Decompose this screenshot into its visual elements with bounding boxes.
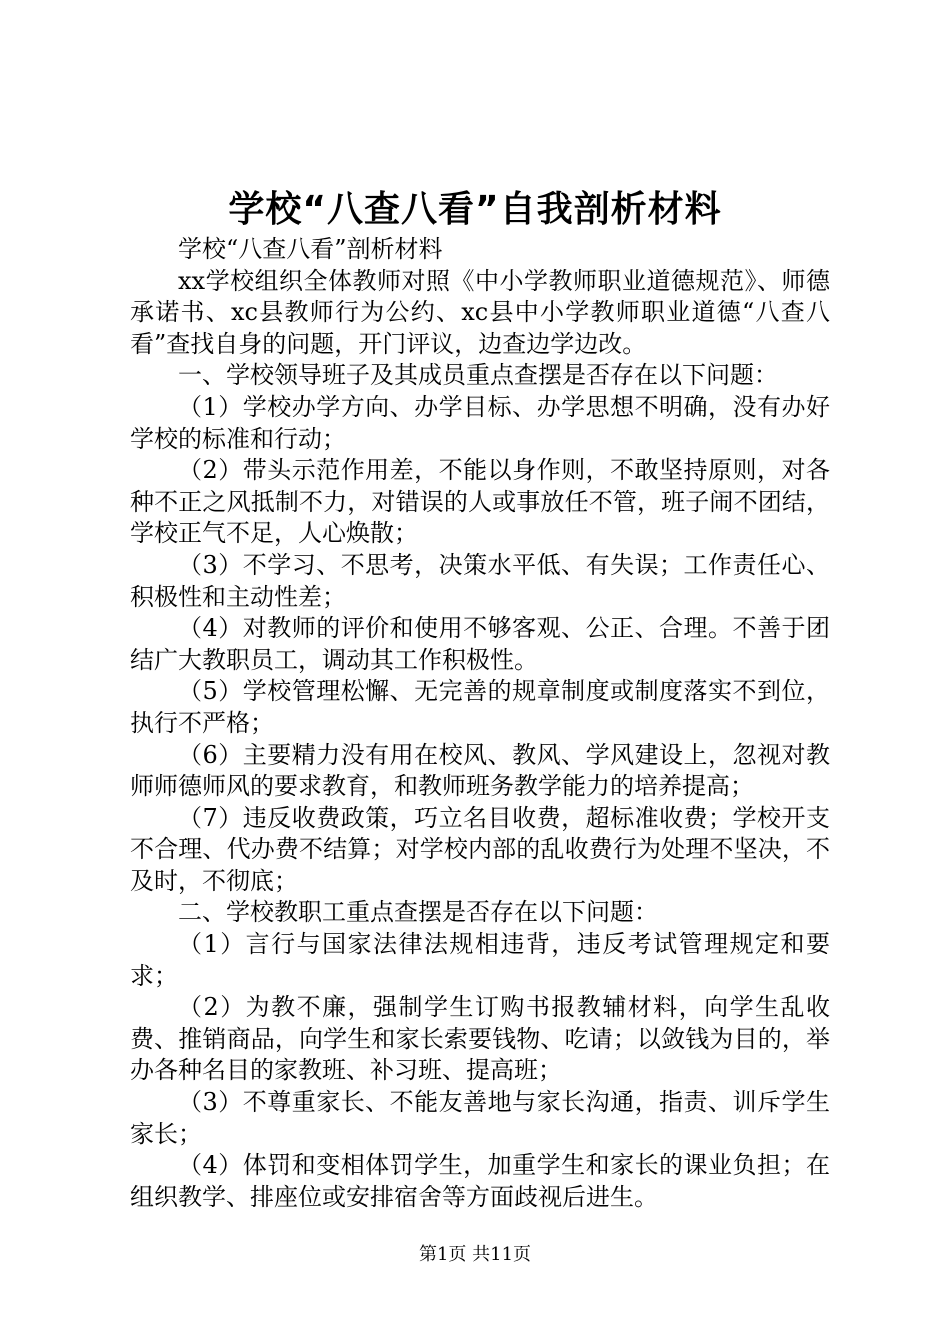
paragraph-item: （7）违反收费政策，巧立名目收费，超标准收费；学校开支不合理、代办费不结算；对学校内部的乱收费行为处理不坚决，不及时，不彻底； <box>130 803 830 895</box>
paragraph-item: （3）不学习、不思考，决策水平低、有失误；工作责任心、积极性和主动性差； <box>130 550 830 611</box>
paragraph-item: （6）主要精力没有用在校风、教风、学风建设上，忽视对教师师德师风的要求教育，和教师班务教学能力的培养提高； <box>130 740 830 801</box>
paragraph-item: （1）学校办学方向、办学目标、办学思想不明确，没有办好学校的标准和行动； <box>130 392 830 453</box>
paragraph-item: （1）言行与国家法律法规相违背，违反考试管理规定和要求； <box>130 930 830 990</box>
paragraph-item: （5）学校管理松懈、无完善的规章制度或制度落实不到位，执行不严格； <box>130 677 830 737</box>
paragraph-item: （3）不尊重家长、不能友善地与家长沟通，指责、训斥学生家长； <box>130 1088 830 1148</box>
page-number-footer: 第1页 共11页 <box>418 1244 532 1265</box>
paragraph-item: （2）为教不廉，强制学生订购书报教辅材料，向学生乱收费、推销商品，向学生和家长索要钱物、吃请；以敛钱为目的，举办各种名目的家教班、补习班、提高班； <box>130 993 830 1085</box>
paragraph-item: （2）带头示范作用差，不能以身作则，不敢坚持原则，对各种不正之风抵制不力，对错误的人或事放任不管，班子闹不团结，学校正气不足，人心焕散； <box>130 456 830 548</box>
document-body <box>130 234 830 1213</box>
paragraph-intro: xx学校组织全体教师对照《中小学教师职业道德规范》、师德承诺书、xc县教师行为公约、xc县中小学教师职业道德“八查八看”查找自身的问题，开门评议，边查边学边改。 <box>130 266 830 358</box>
document-title: 学校“八查八看”自我剖析材料 <box>228 189 722 230</box>
paragraph-subtitle: 学校“八查八看”剖析材料 <box>178 235 443 263</box>
paragraph-item: （4）体罚和变相体罚学生，加重学生和家长的课业负担；在组织教学、排座位或安排宿舍等方面歧视后进生。 <box>130 1151 830 1211</box>
paragraph-section-2-heading: 二、学校教职工重点查摆是否存在以下问题： <box>178 898 658 927</box>
paragraph-item: （4）对教师的评价和使用不够客观、公正、合理。不善于团结广大教职员工，调动其工作积极性。 <box>130 614 830 674</box>
paragraph-section-1-heading: 一、学校领导班子及其成员重点查摆是否存在以下问题： <box>178 361 778 390</box>
